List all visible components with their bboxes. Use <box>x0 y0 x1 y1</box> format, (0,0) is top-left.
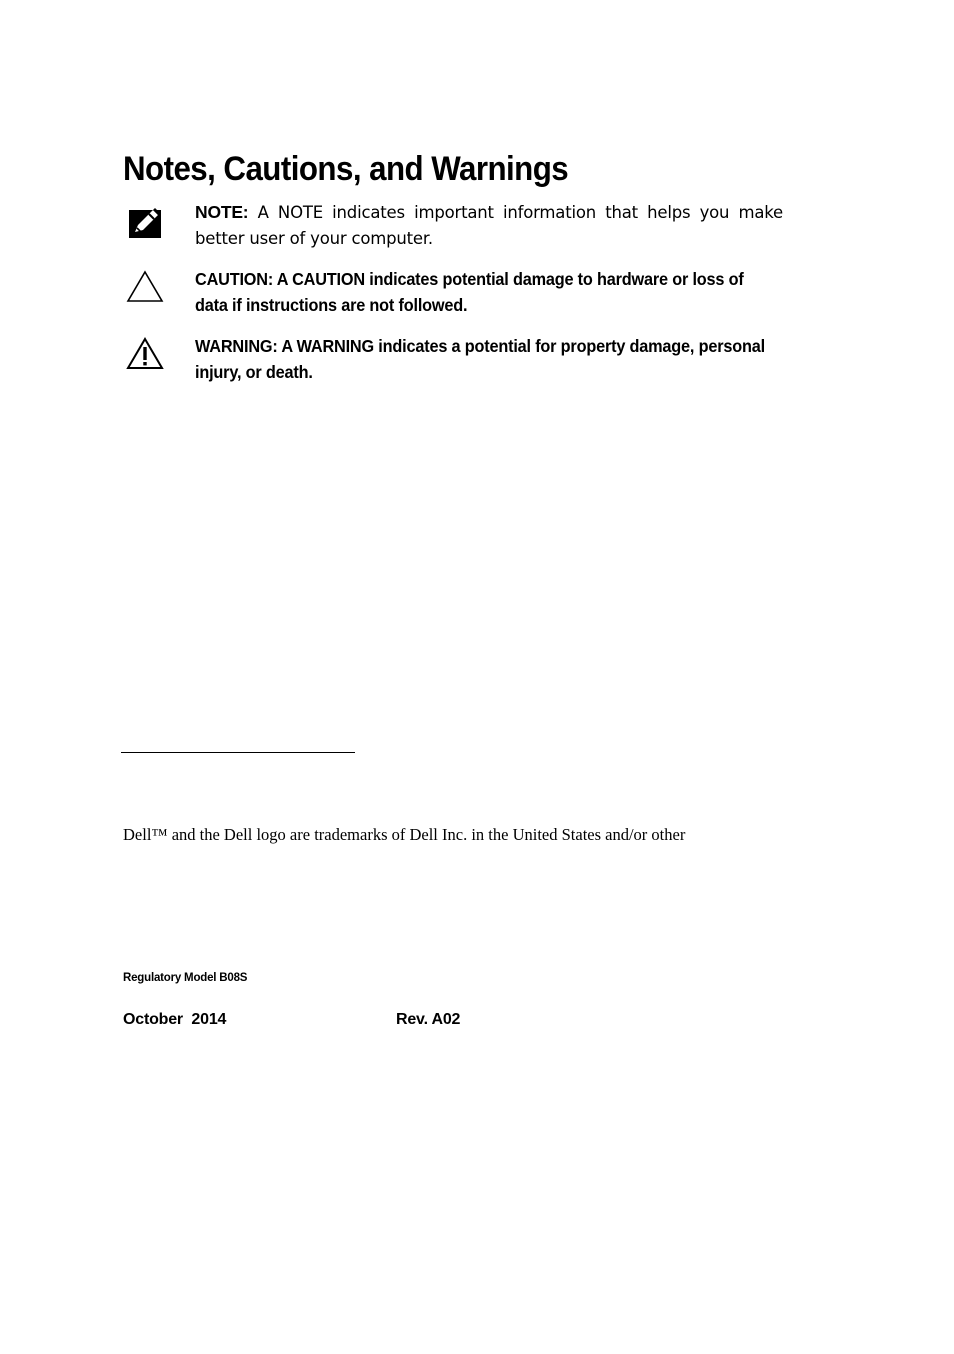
document-revision: Rev. A02 <box>396 1011 461 1028</box>
caution-text-block <box>195 267 783 318</box>
warning-exclamation-triangle-icon <box>125 336 165 376</box>
warning-text-block <box>195 334 783 385</box>
page-title: Notes, Cautions, and Warnings <box>123 150 569 188</box>
pencil-note-icon <box>125 202 165 242</box>
warning-text: WARNING: A WARNING indicates a potential for property damage, personal injury, or death. <box>195 336 765 382</box>
caution-triangle-icon <box>125 269 165 309</box>
note-label: NOTE: <box>195 202 249 222</box>
trademark-statement: Dell™ and the Dell logo are trademarks of Dell Inc. in the United States and/or other <box>123 825 686 844</box>
note-text: A NOTE indicates important information that helps you make better user of your computer. <box>195 203 783 248</box>
regulatory-model: Regulatory Model B08S <box>123 972 248 984</box>
caution-text: CAUTION: A CAUTION indicates potential damage to hardware or loss of data if instructions are not followed. <box>195 269 744 315</box>
publication-date: October 2014 <box>123 1011 227 1028</box>
footnote-divider <box>121 752 355 753</box>
note-text-block <box>195 200 783 251</box>
